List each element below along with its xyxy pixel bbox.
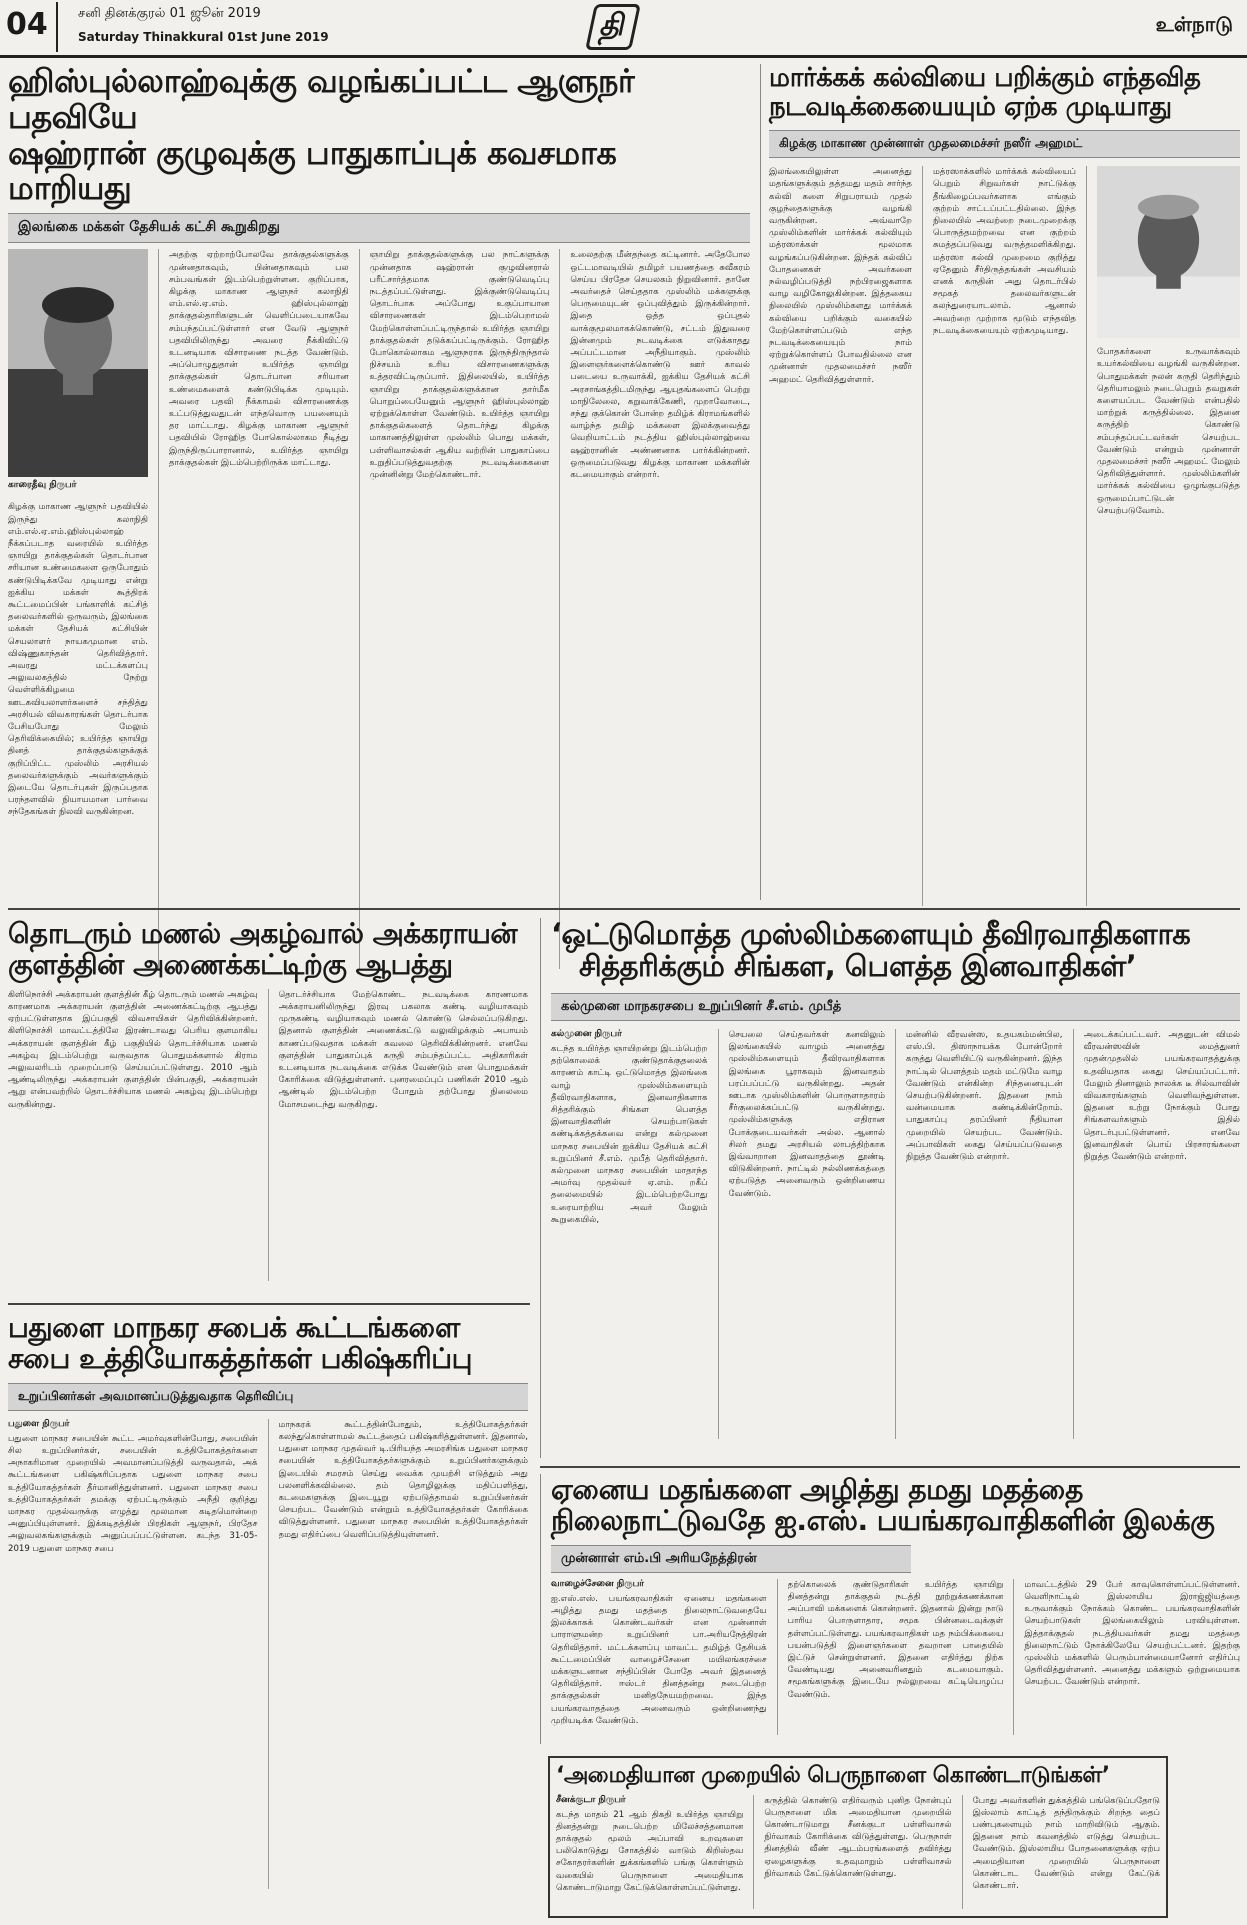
headline [8,918,528,981]
headline [551,1474,1240,1537]
headline-line-1: பதுளை மாநகர சபைக் கூட்டங்களை [8,1311,460,1344]
horizontal-divider [8,908,1240,910]
article-column: அடைக்கப்பட்டவர். அதனுடன் விமல் வீரவன்ஸவின் மைத்துனர் முதன்முதலில் பயங்கரவாதத்துக்கு உதவியதாக கைது செய்யப்பட்டார். மேலும் தினாலும் நாலக்க டீ சில்வாவின் விவகாரங்களும் வெளிவந்துள்ளன. இதனை உற்று நோக்கும் போது சிங்களவர்களும் இதில் தொடர்புபட்டுள்ளனர். எனவே இனவாதிகள் பொய் பிரசாரங்களை நிறுத்த வேண்டும் என்றார். [1083,1029,1240,1162]
article-column: அதற்கு ஏற்றாற்போலவே தாக்குதல்களுக்கு முன்னதாகவும், பின்னதாகவும் பல சம்பவங்கள் இடம்பெற்றுள்ளன. குறிப்பாக, கிழக்கு மாகாண ஆளுநர் கலாநிதி எம்.எல்.ஏ.எம். ஹிஸ்புல்லாஹ் தாக்குதல்தாரிகளுடன் வெளிப்படையாகவே சம்பந்தப்பட்டுள்ளார் என வேடு ஆளுநர் பதவியிலிருந்து அவரை நீக்கிவிட்டு உடனடியாக விசாரணை நடத்த வேண்டும். அப்பொழுதுதான் உயிர்த்த ஞாயிறு தாக்குதல்கள் தொடர்பான சரியான உண்மைகளைக் கண்டுபிடிக்க முடியும். அவரை பதவி நீக்காமல் விசாரணைக்கு உட்படுத்துவதுடன் எந்தவொரு பயனையும் தர மாட்டாது. கிழக்கு மாகாண ஆளுநர் பதவியில் ரோஹித போகொல்லாகம நீடித்து இருந்திருப்பாரானால், உயிர்த்த ஞாயிறு தாக்குதல்கள் இடம்பெற்றிருக்க மாட்டாது. [169,250,349,468]
article-column: தொடர்ச்சியாக மேற்கொண்ட நடவடிக்கை காரணமாக அக்கராயனிலிருந்து இரவு பகலாக கண்டி வழியாகவும் முருகண்டி வழியாகவும் மணல் கொண்டு செல்லப்படுகிறது. இதனால் குளத்தின் அணைக்கட்டு வலுவிழக்கும் அபாயம் காணப்படுவதாக மக்கள் கவலை தெரிவிக்கின்றனர். எனவே குளத்தின் பாதுகாப்புக் கருதி சம்பந்தப்பட்ட அதிகாரிகள் உடனடியாக நடவடிக்கை எடுக்க வேண்டும் என பொதுமக்கள் கோரிக்கை விடுத்துள்ளனர். புனரமைப்புப் பணிகள் 2010 ஆம் ஆண்டில் இடம்பெற்ற போதும் தற்போது நிலைமை மோசமடைந்து வருகிறது. [278,989,528,1110]
article-column: செயலை செய்தவர்கள் கனவிலும் இலங்கையில் வாழும் அனைத்து முஸ்லிம்களையும் தீவிரவாதிகளாக இலங்கை பூராகவும் இனவாதம் பரப்பப்பட்டு வருகின்றது. அதன் ஊடாக முஸ்லிம்களின் பொருளாதாரம் சீர்குலைக்கப்பட்டு வருகின்றது. முஸ்லிம்களுக்கு எதிரான போக்குடையவர்கள் அல்ல. ஆனால் சிலர் தமது அரசியல் லாபத்திற்காக இவ்வாறான இனவாதத்தை தூண்டி விடுகின்றனர். நாட்டில் நல்லிணக்கத்தை ஏற்படுத்த அனைவரும் ஒன்றிணைய வேண்டும். [728,1029,885,1199]
headline [8,64,750,207]
headline-line-2: சபை உத்தியோகத்தர்கள் பகிஷ்கரிப்பு [8,1342,472,1376]
article-column: கடந்த உயிர்த்த ஞாயிறன்று இடம்பெற்ற தற்கொலைக் குண்டுதாக்குதலைக் காரணம் காட்டி ஒட்டுமொத்த இலங்கை வாழ் முஸ்லிம்களையும் தீவிரவாதிகளாக, இனவாதிகளாக சித்தரிக்கும் சிங்கள பௌத்த இனவாதிகளின் செயற்பாடுகள் கண்டிக்கத்தக்கவை என்று கல்முனை மாநகர சபையின் ஐக்கிய தேசியக் கட்சி உறுப்பினர் சீ.எம். முபீத் தெரிவித்தார். கல்முனை மாநகர சபையின் மாதாந்த அமர்வு முதல்வர் ஏ.எம். றகீப் தலைமையில் இடம்பெற்றபோது உரையாற்றிய அவர் மேலும் கூறுகையில், [551,1043,708,1225]
headline [8,1312,528,1375]
date-english: Saturday Thinakkural 01st June 2019 [78,30,329,44]
byline: சீனக்குடா நிருபர் [556,1794,626,1805]
section-title: உள்நாடு [1155,12,1233,36]
article-is-terrorists [540,1474,1240,1744]
page-number: 04 [6,2,58,52]
headline: ‘அமைதியான முறையில் பெருநாளை கொண்டாடுங்கள்’ [556,1763,1110,1788]
article-column: மாநகரக் கூட்டத்தின்போதும், உத்தியோகத்தர்கள் கலந்துகொள்ளாமல் கூட்டத்தைப் பகிஷ்கரித்துள்ளனர். இதனால், பதுளை மாநகர முதல்வர் டி.பிரியந்த அமரசிங்க பதுளை மாநகர சபையின் உத்தியோகத்தர்களுக்கும் உறுப்பினர்களுக்கும் இடையில் சமரசம் செய்து வைக்க முயற்சி எடுத்தும் அது பலனளிக்கவில்லை. தம் தொழிலுக்கு மதிப்பளித்து, கடமைகளுக்கு இடையூறு ஏற்படுத்தாமல் உறுப்பினர்கள் செயற்பட வேண்டும் என்றும் உத்தியோகத்தர்கள் கோரிக்கை விடுத்துள்ளனர். பதுளை மாநகர சபையின் உத்தியோகத்தர்கள் தமது எதிர்ப்பை வெளிப்படுத்தியுள்ளனர். [278,1419,528,1540]
person-portrait-icon [1097,166,1240,338]
photo-caption: காரைதீவு நிருபர் [8,480,77,491]
headline-line-2: நடவடிக்கையையும் ஏற்க முடியாது [769,92,1172,123]
masthead [0,0,1247,58]
article-column: பதுளை மாநகர சபையின் கூட்ட அமர்வுகளின்போது, சபையின் சில உறுப்பினர்கள், சபையின் உத்தியோகத்தர்களை அநாகரிமான முறையில் அவமானப்படுத்தி வருவதால், அக் கூட்டங்களை பகிஷ்கரிப்பதாக பதுளை மாநகர சபை உத்தியோகத்தர்கள் தீர்மானித்துள்ளனர். பதுளை மாநகர சபை உத்தியோகத்தர்கள் தமக்கு ஏற்பட்டிருக்கும் அநீதி குறித்து மாநகர முதல்வருக்கு எழுத்து மூலமான கடிதமொன்றை அனுப்பியுள்ளனர். இக்கடிதத்தின் பிரதிகள் ஆளுநர், பிரதேச அலுவலகங்களுக்கும் அனுப்பப்பட்டுள்ளன. கடந்த 31-05-2019 பதுளை மாநகர சபை [8,1433,258,1554]
article-madrasa [760,64,1240,900]
headline-line-2: சித்தரிக்கும் சிங்கள, பௌத்த இனவாதிகள்’ [579,949,1137,984]
byline: வாழைச்சேனை நிருபர் [551,1578,645,1589]
article-column: போதகர்களை உருவாக்கவும் உயர்கல்வியை வழங்கி வருகின்றன. பொதுமக்கள் நலன் கருதி தெரிந்தும் தெரியாமலும் நடைபெறும் தவறுகள் களையப்பட வேண்டும் என்பதில் மாற்றுக் கருத்தில்லை. இதனை கருத்திற் கொண்டு சம்பந்தப்பட்டவர்கள் செயற்பட வேண்டும் என்றும் முன்னாள் முதலமைச்சர் நஸீர் அஹமட் மேலும் தெரிவித்துள்ளார். முஸ்லிம்களின் மார்க்கக் கல்வியை ஒழுங்குபடுத்த ஒருமைப்பாட்டுடன் செயற்படுவோம். [1097,347,1240,516]
article-column: மன்னில் வீரவன்ஸ, உதயகம்மன்பில, எஸ்.பி. திஸாநாயக்க போன்றோர் கருத்து வெளியிட்டு வருகின்றனர். இந்த நாட்டில் பௌத்தம் மதம் மட்டுமே வாழ வேண்டும் என்கின்ற சிந்தனையுடன் செயற்படுகின்றனர். இதனை நாம் வன்மையாக கண்டிக்கின்றோம். பாதுகாப்பு தரப்பினர் நீதியான முறையில் செயற்பட வேண்டும். அப்பாவிகள் கைது செய்யப்படுவதை நிறுத்த வேண்டும் என்றார். [906,1029,1063,1162]
horizontal-divider [8,1303,530,1305]
subheadline: முன்னாள் எம்.பி அரியநேத்திரன் [551,1545,911,1573]
politician-photo [1097,166,1240,338]
headline-line-2: நிலைநாட்டுவதே ஐ.எஸ். பயங்கரவாதிகளின் இலக்கு [551,1504,1215,1538]
article-column: இலங்கையிலுள்ள அனைத்து மதங்களுக்கும் தத்தமது மதம் சார்ந்த கல்வி களை சிறுபராயம் முதல் குழந்தைகளுக்கு வழங்கி வருகின்றன. அவ்வாறே முஸ்லிம்களின் மார்க்கக் கல்வியும் மத்ரஸாக்கள் மூலமாக வழங்கப்படுகின்றன. இந்தக் கல்விப் போதனைகள் அவர்களை நல்வழிப்படுத்தி நற்பிரஜைகளாக வாழ வழிகோலுகின்றன. இத்தகைய நிலையில் முஸ்லிம்களது மார்க்கக் கல்வியை பறிக்கும் வகையில் மேற்கொள்ளப்படும் எந்த நடவடிக்கையையும் நாம் ஏற்றுக்கொள்ளப் போவதில்லை என முன்னாள் முதலமைச்சர் நஸீர் அஹமட் தெரிவித்துள்ளார். [769,167,912,385]
article-column: கிழக்கு மாகாண ஆளுநர் பதவியில் இருந்து கலாநிதி எம்.எல்.ஏ.எம்.ஹிஸ்புல்லாஹ் நீக்கப்படாத வரையில் உயிர்த்த ஞாயிறு தாக்குதல்கள் தொடர்பான சரியான உண்மைகளை ஒருபோதும் கண்டுபிடிக்கவே முடியாது என்று ஐக்கிய மக்கள் கூத்திரக் கூட்டமைப்பின் பங்காளிக் கட்சித் தலைவர்களில் ஒருவரும், இலங்கை மக்கள் தேசியக் கட்சியின் செயலாளர் நாயகமுமான எம். விஷ்ணுகாந்தன் தெரிவித்தார். அவரது மட்டக்களப்பு அலுவலகத்தில் நேற்று வெள்ளிக்கிழமை ஊடகவியலாளர்களைச் சந்தித்து அரசியல் விவகாரங்கள் தொடர்பாக பேசியபோது மேலும் தெரிவிக்கையில்; உயிர்த்த ஞாயிறு தினத் தாக்குதல்களுக்குக் குறிப்பிட்ட முஸ்லிம் அரசியல் தலைவர்களுக்கும் அவர்களுக்கும் இடையே தொடர்புகள் இருப்பதாக பரந்தளவில் நியாயமான பார்வை சந்தேகங்கள் நிலவி வருகின்றன. [8,502,148,818]
subheadline: உறுப்பினர்கள் அவமானப்படுத்துவதாக தெரிவிப்பு [8,1383,528,1411]
subheadline: கல்முனை மாநகரசபை உறுப்பினர் சீ.எம். முபீத் [551,993,1240,1021]
article-badulla [8,1312,528,1920]
headline-line-1: தொடரும் மணல் அகழ்வால் அக்கராயன் [8,917,517,950]
headline-line-1: ஹிஸ்புல்லாஹ்வுக்கு வழங்கப்பட்ட ஆளுநர் பதவியே [8,62,635,136]
headline [551,918,1240,983]
date-tamil: சனி தினக்குரல் 01 ஜூன் 2019 [78,6,261,21]
article-akkarayan [8,918,528,1298]
headline-line-2: குளத்தின் அணைக்கட்டிற்கு ஆபத்து [8,948,453,982]
subheadline: கிழக்கு மாகாண முன்னாள் முதலமைச்சர் நஸீர் அஹமட் [769,130,1240,158]
article-column: கடந்த மாதம் 21 ஆம் திகதி உயிர்த்த ஞாயிறு தினத்தன்று நடைபெற்ற மிலேச்சத்தனமான தாக்குதல் மூலம் அப்பாவி உறவுகளை பலிகொடுத்து சோகத்தில் வாடும் கிறிஸ்தவ சகோதரர்களின் துக்கங்களில் பங்கு கொள்ளும் வகையில் பெருநாளை அமைதியாக கொண்டாடுமாறு கேட்டுக்கொள்ளப்பட்டுள்ளது. [556,1809,744,1893]
article-muslims-extremists [540,918,1240,1458]
byline: பதுளை நிருபர் [8,1418,70,1429]
article-column: மாவட்டத்தில் 29 பேர் காவுகொள்ளப்பட்டுள்ளனர். வெளிநாட்டில் இஸ்லாமிய இராஜ்ஜியத்தை உருவாக்கும் நோக்கம் கொண்ட பயங்கரவாதிகளின் செயற்பாடுகள் இலங்கையிலும் பரவியுள்ளன. இத்தாக்குதல் நடத்தியவர்கள் தமது மதத்தை நிலைநாட்டும் நோக்கிலேயே செயற்பட்டனர். இதற்கு முஸ்லிம் மக்களில் பெரும்பான்மையானோர் எதிர்ப்பு தெரிவித்துள்ளனர். அனைத்து மக்களும் ஒற்றுமையாக செயற்பட வேண்டும் என்றார். [1024,1579,1241,1688]
article-hizbullah [8,64,750,900]
article-column: கிளிநொச்சி அக்கராயன் குளத்தின் கீழ் தொடரும் மணல் அகழ்வு காரணமாக அக்கராயன் குளத்தின் அணைக்கட்டிற்கு ஆபத்து ஏற்பட்டுள்ளதாக இப்பகுதி விவசாயிகள் தெரிவிக்கின்றனர். கிளிநொச்சி மாவட்டத்திலே இரண்டாவது பெரிய குளமாகிய அக்கராயன் குளத்தின் கீழ் பகுதியில் தொடர்ச்சியாக மணல் அகழ்வு இடம்பெற்று வருவதாக பொதுமக்களால் கிராம அலுவலரிடம் முறைப்பாடு செய்யப்பட்டுள்ளது. 2010 ஆம் ஆண்டிலிருந்து அக்கராயன் குளத்தின் பின்பகுதி, அக்கராயன் ஆறு என்பவற்றில் தொடர்ச்சியாக மணல் அகழ்வு இடம்பெற்று வருகின்றது. [8,989,258,1110]
headline [769,64,1240,122]
horizontal-divider [540,1466,1240,1468]
reporter-photo [8,249,148,477]
article-column: தற்கொலைக் குண்டுதாரிகள் உயிர்த்த ஞாயிறு தினத்தன்று தாக்குதல் நடத்தி நூற்றுக்கணக்கான அப்பாவி மக்களைக் கொன்றனர். இதனால் இன்று நாடு பாரிய பொருளாதார, சமூக பின்னடைவுக்குள் தள்ளப்பட்டுள்ளது. பயங்கரவாதிகள் மத நம்பிக்கையை பயன்படுத்தி இளைஞர்களை தவறான பாதையில் இட்டுச் சென்றுள்ளனர். இதனை எதிர்த்து நிற்க வேண்டியது அனைவரினதும் கடமையாகும். சமூகங்களுக்கு இடையே நல்லுறவை கட்டியெழுப்ப வேண்டும். [787,1579,1004,1700]
article-column: கருத்தில் கொண்டு எதிர்வரும் புனித நோன்புப் பெருநாளை மிக அமைதியான முறையில் கொண்டாடுமாறு சீனக்குடா பள்ளிவாசல் நிர்வாகம் கோரிக்கை விடுத்துள்ளது. பெருநாள் தினத்தில் வீண் ஆடம்பரங்களைத் தவிர்த்து ஏழைகளுக்கு உதவுமாறும் பள்ளிவாசல் நிர்வாகம் கேட்டுக்கொண்டுள்ளது. [764,1795,952,1879]
article-peaceful-festival [548,1756,1168,1918]
headline-line-1: மார்க்கக் கல்வியை பறிக்கும் எந்தவித [769,63,1201,93]
article-column: போது அவர்களின் துக்கத்தில் பங்கெடுப்பதோடு இஸ்லாம் காட்டித் தந்திருக்கும் சிறந்த தைப் பண்புகளையும் நாம் மாறிவிடும் ஆகும். இதனை நாம் கவனத்தில் எடுத்து செயற்பட வேண்டும். இஸ்லாமிய போதனைகளுக்கு ஏற்ப அமைதியான முறையில் பெருநாளை கொண்டாட வேண்டும் என்று கேட்டுக் கொண்டார். [972,1795,1160,1892]
left-column-block [8,249,148,969]
article-column: உலைதற்கு மீன்தந்தை கட்டினார். அதேபோல ஒட்டமாவடியில் தமிழர் பயணத்தை சுவீகரம் செய்ய பிரதேச செயலகம் நிறுவினார். தானே அவர்தைச் செய்ததாக முஸ்லிம் மக்களுக்கு பெருமையுடன் ஒப்புவித்தும் இருக்கின்றார். இதை ஒத்த ஒப்புதல் வாக்குமூலமாகக்கொண்டு, சட்டம் இதுவரை இன்னமும் நடவடிக்கை எடுக்காதது அப்பட்டமான அநீதியாகும். முஸ்லிம் இளைஞர்களைக்கொண்டு ஊர் காவல் படையை உருவாக்கி, ஐக்கிய தேசியக் கட்சி அரசாங்கத்திடமிருந்து ஆயுதங்களைப் பெற்று மாநிலேலை, கறுவாக்கேணி, முறாவோடை, சந்து குக்கொன் போன்ற தமிழ்க் கிராமங்களில் வாழ்ந்த தமிழ் மக்களை இலக்குவைத்து வெறியாட்டம் நடத்திய ஹிஸ்புல்லாஹ்வை ஷஹ்ரானின் அண்ணனாக பார்க்கின்றனர். ஒருமைப்படுவது கிழக்கு மாகாண மக்களின் கடமையாகும் என்றார். [570,250,751,480]
headline-line-1: ஏனைய மதங்களை அழித்து தமது மதத்தை [551,1473,1083,1506]
headline-line-2: ஷஹ்ரான் குழுவுக்கு பாதுகாப்புக் கவசமாக மாறியது [8,133,617,208]
article-column: ஞாயிறு தாக்குதல்களுக்கு பல நாட்களுக்கு முன்னதாக ஷஹ்ரான் குழுவினரால் பரீட்சார்த்தமாக குண்டுவெடிப்பு நடத்தப்பட்டுள்ளது. இக்குண்டுவெடிப்பு தொடர்பாக அப்போது உகுப்பாயான விசாரணைகள் இடம்பெறாமல் மேற்கொள்ளப்பட்டிருந்தால் உயிர்த்த ஞாயிறு தாக்குதல்கள் தடுக்கப்பட்டிருக்கும். ரோஹித போகொல்லாகம ஆளுநராக இருந்திருந்தால் நிச்சயம் உரிய விசாரணைகளுக்கு உத்தரவிட்டிருப்பார். இதிலையில், உயிர்த்த ஞாயிறு தாக்குதல்களுக்கான தார்மீக பொறுப்பையேனும் ஆளுநர் ஹிஸ்புல்லாஹ் ஏற்றுக்கொள்ள வேண்டும். உயிர்த்த ஞாயிறு தாக்குதல்களைத் தொடர்ந்து கிழக்கு மாகாணத்திலுள்ள முஸ்லிம் பொது மக்கள், பள்ளிவாசல்கள் ஆகிய வற்றின் பாதுகாப்பை உறுதிப்படுத்துவதற்கு நடவடிக்கைகளை முன்னின்று மேற்கொண்டார். [369,250,550,480]
subheadline: இலங்கை மக்கள் தேசியக் கட்சி கூறுகிறது [8,213,750,243]
newspaper-logo-icon: தி [585,4,641,50]
headline-line-1: ‘ஒட்டுமொத்த முஸ்லிம்களையும் தீவிரவாதிகளாக [551,917,1191,951]
person-portrait-icon [8,249,148,477]
article-column: மத்ரஸாக்களில் மார்க்கக் கல்வியைப் பெறும் சிறுவர்கள் நாட்டுக்கு தீங்கிழைப்பவர்களாக எங்கும் குற்றம் சாட்டப்பட்டதில்லை. இந்த நிலையில் அவற்றை நடைமுறைக்கு பொருத்தமற்றவை என குற்றம் சுமத்தப்படுவது வருத்தமளிக்கிறது. மத்ரஸா கல்வி முறைமை குறித்து ஏதேனும் சீர்திருத்தங்கள் அவசியம் எனக் கருதின் அது தொடர்பில் சமூகத் தலைவர்களுடன் கலந்துரையாடலாம். ஆனால் அவற்றை முற்றாக மூடும் எந்தவித நடவடிக்கையையும் ஏற்கமுடியாது. [933,167,1076,336]
byline: கல்முனை நிருபர் [551,1028,622,1039]
article-column: ஐ.எஸ்.எஸ். பயங்கரவாதிகள் ஏனைய மதங்களை அழித்து தமது மதத்தை நிலைநாட்டுவதையே இலக்காகக் கொண்டவர்கள் என முன்னாள் பாராளுமன்ற உறுப்பினர் பா.அரியநேத்திரன் தெரிவித்தார். மட்டக்களப்பு மாவட்ட தமிழ்த் தேசியக் கூட்டமைப்பின் வாழைச்சேனை மயிலங்கரச்சை மக்களுடனான சந்திப்பின் போதே அவர் இதனைத் தெரிவித்தார். ஈஸ்டர் தினத்தன்று நடைபெற்ற தாக்குதல்கள் மனிதநேயமற்றவை. இந்த பயங்கரவாதத்தை அனைவரும் ஒன்றிணைந்து முறியடிக்க வேண்டும். [551,1593,767,1726]
